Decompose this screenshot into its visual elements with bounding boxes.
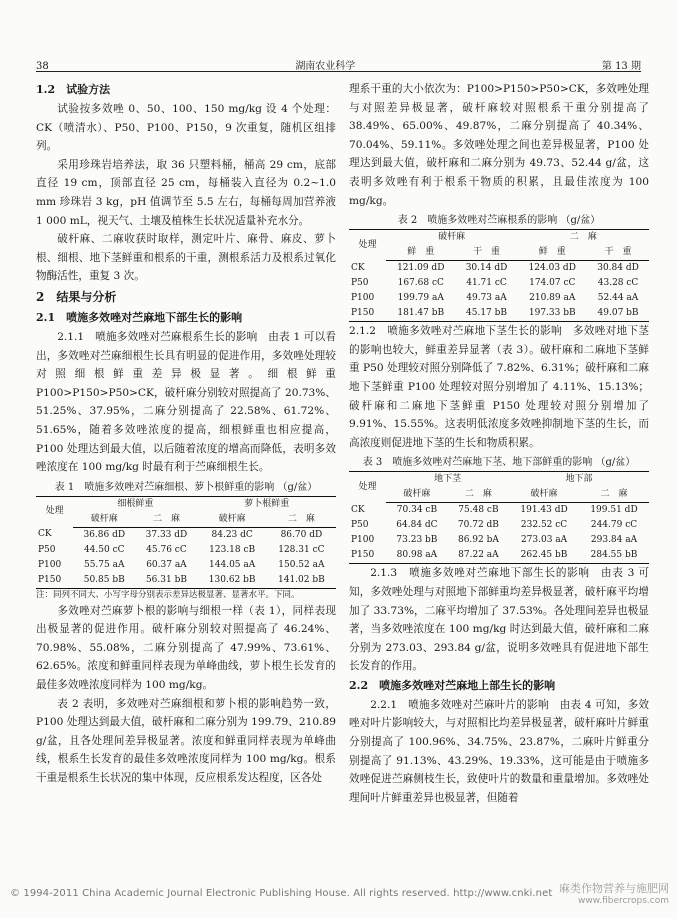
table-row <box>349 261 649 277</box>
section-1-2-title: 1.2 试验方法 <box>36 83 111 96</box>
table-cell: 45.76 cC <box>146 544 187 555</box>
table-cell: 45.17 bB <box>466 308 508 319</box>
table-cell: P50 <box>351 278 369 289</box>
table-group-head: 细根鲜重 <box>117 498 154 509</box>
table-row <box>36 527 336 543</box>
table-1-unit: （g/盆） <box>277 481 318 493</box>
table-cell: 124.03 dD <box>528 263 576 274</box>
table-cell: 167.68 cC <box>397 278 444 289</box>
table-sub-head: 干 重 <box>456 245 518 261</box>
watermark-url: www.fibercrops.com <box>578 896 669 906</box>
table-cell: 52.44 aA <box>597 293 639 304</box>
table-cell: 49.07 bB <box>597 308 639 319</box>
table-cell: 73.23 bB <box>396 535 438 546</box>
table-row <box>36 573 336 589</box>
table-cell: 30.14 dD <box>465 263 508 274</box>
paragraph: 2.2.1 喷施多效唑对苎麻叶片的影响 由表 4 可知，多效唑对叶片影响较大，与对照相比均差异极显著，破杆麻叶片鲜重分别提高了 100.96%、34.75%、23.87%，二麻叶片鲜重分别提高了 91.13%、43.29%、19.33%，这可能是由于喷施多效唑促进苎麻侧枝生长，致使叶片的数量和重量增加。多效唑处理间叶片鲜重差异也极显著，但随着 <box>349 698 649 804</box>
table-row <box>349 518 649 533</box>
issue-number: 第 13 期 <box>601 61 641 72</box>
table-cell: 75.48 cB <box>458 505 499 516</box>
table-cell: 70.34 cB <box>396 505 438 516</box>
table-cell: 144.05 aA <box>209 559 256 570</box>
paragraph: 2.1.1 喷施多效唑对苎麻根系生长的影响 由表 1 可以看出，多效唑对苎麻细根生长具有明显的促进作用，多效唑处理较对照细根鲜重差异极显著。细根鲜重 P100>P150>P50>CK，破杆麻分别较对照提高了 20.73%、51.25%、37.95%，二麻分别提高了 22.58%、61.72%、51.65%，随着多效唑浓度的提高，细根鲜重也相应提高，P100 处理达到最大值，以后随着浓度的增高而降低，表明多效唑浓度在 100 mg/kg 时最有利于苎麻细根生长。 <box>36 330 336 474</box>
table-cell: 41.71 cC <box>466 278 507 289</box>
paragraph: 2.1.3 喷施多效唑对苎麻地下部生长的影响 由表 3 可知，多效唑处理与对照地下部鲜重均差异极显著，破杆麻平均增加了 33.73%，二麻平均增加了 37.53%。各处理间差异也极显著，当多效唑浓度在 100 mg/kg 时达到最大值，破杆麻和二麻分别为 273.03、293.84 g/盆，说明多效唑具有促进地下部生长发育的作用。 <box>349 567 649 673</box>
table-cell: P150 <box>38 574 62 585</box>
table-3-caption: 表 3 喷施多效唑对苎麻地下茎、地下部鲜重的影响 <box>362 457 593 469</box>
table-cell: 244.79 cC <box>590 520 638 531</box>
running-header <box>36 54 641 72</box>
paragraph: 破杆麻、二麻收获时取样，测定叶片、麻骨、麻皮、萝卜根、细根、地下茎鲜重和根系的干重，测根系活力及根系过氧化物酶活性，重复 3 次。 <box>36 233 336 283</box>
table-1-note: 注：同列不同大、小写字母分别表示差异达极显著、显著水平。下同。 <box>36 589 300 600</box>
table-3 <box>349 471 649 564</box>
table-cell: 86.70 dD <box>280 529 323 540</box>
table-cell: 197.33 bB <box>528 308 576 319</box>
table-cell: 199.79 aA <box>397 293 444 304</box>
table-cell: 174.07 cC <box>529 278 576 289</box>
table-cell: P50 <box>38 544 56 555</box>
table-cell: 36.86 dD <box>83 529 126 540</box>
table-cell: 43.28 cC <box>597 278 639 289</box>
table-row <box>349 276 649 291</box>
table-cell: 56.31 bB <box>145 574 187 585</box>
table-sub-head: 破杆麻 <box>509 487 579 503</box>
table-cell: 87.22 aA <box>458 550 499 561</box>
table-sub-head: 破杆麻 <box>198 512 267 528</box>
table-cell: 262.45 bB <box>520 550 568 561</box>
table-2-unit: （g/盆） <box>560 215 601 227</box>
table-2 <box>349 229 649 322</box>
table-sub-head: 干 重 <box>587 245 649 261</box>
table-head-treatment: 处理 <box>358 239 377 250</box>
table-cell: 273.03 aA <box>520 535 568 546</box>
table-cell: 80.98 aA <box>396 550 438 561</box>
right-column <box>349 80 649 807</box>
table-1-title <box>36 479 336 496</box>
table-1 <box>36 496 336 589</box>
table-cell: 49.73 aA <box>466 293 507 304</box>
table-sub-head: 破杆麻 <box>73 512 135 528</box>
watermark <box>559 882 669 908</box>
section-2-2-title: 2.2 喷施多效唑对苎麻地上部生长的影响 <box>349 678 556 692</box>
table-cell: 191.43 dD <box>520 505 568 516</box>
table-group-head: 地下茎 <box>434 474 462 485</box>
table-cell: 55.75 aA <box>83 559 125 570</box>
table-row <box>349 503 649 519</box>
table-cell: P100 <box>38 559 62 570</box>
table-cell: P150 <box>351 308 375 319</box>
table-cell: 141.02 bB <box>278 574 325 585</box>
table-cell: CK <box>351 505 365 516</box>
table-cell: 181.47 bB <box>397 308 445 319</box>
copyright-footer: © 1994-2011 China Academic Journal Electronic Publishing House. All rights reserved. http://www.cnki.net <box>10 888 553 899</box>
table-cell: CK <box>351 262 365 273</box>
table-row <box>36 558 336 573</box>
table-cell: 232.52 cC <box>520 520 568 531</box>
table-group-head: 破杆麻 <box>438 232 466 243</box>
table-group-head: 地下部 <box>565 474 593 485</box>
table-sub-head: 鲜 重 <box>386 245 456 261</box>
table-sub-head: 二 麻 <box>267 512 336 528</box>
paragraph: 表 2 表明，多效唑对苎麻细根和萝卜根的影响趋势一致，P100 处理达到最大值，破杆麻和二麻分别为 199.79、210.89 g/盆，且各处理间差异极显著。浓度和鲜重同样表现为单峰曲线，根系生长发育的最佳多效唑浓度同样为 100 mg/kg。根系干重是根系生长状况的集中体现，反应根系发达程度，区各处 <box>36 697 336 785</box>
table-head-treatment: 处理 <box>45 506 64 517</box>
table-head-treatment: 处理 <box>358 482 377 493</box>
table-sub-head: 二 麻 <box>579 487 649 503</box>
section-2-title: 2 结果与分析 <box>36 289 117 304</box>
table-cell: 293.84 aA <box>590 535 638 546</box>
table-cell: 128.31 cC <box>278 544 325 555</box>
journal-name: 湖南农业科学 <box>295 61 356 72</box>
table-cell: CK <box>38 529 52 540</box>
watermark-name: 麻类作物营养与施肥网 <box>559 882 669 895</box>
table-row <box>349 306 649 322</box>
paragraph: 2.1.2 喷施多效唑对苎麻地下茎生长的影响 多效唑对地下茎的影响也较大，鲜重差异显著（表 3）。破杆麻和二麻地下茎鲜重 P50 处理较对照分别降低了 7.82%、6.31%；破杆麻和二麻地下茎鲜重 P100 处理较对照分别增加了 4.11%、15.13%；破杆麻和二麻地下茎鲜重 P150 处理较对照分别增加了 9.91%、15.55%。这表明低浓度多效唑抑制地下茎的生长，而高浓度则促进地下茎的生长和物质积累。 <box>349 325 649 449</box>
table-1-caption: 表 1 喷施多效唑对苎麻细根、萝卜根鲜重的影响 <box>54 481 275 493</box>
table-group-head: 萝卜根鲜重 <box>244 498 290 509</box>
table-row <box>349 548 649 564</box>
table-sub-head: 二 麻 <box>135 512 197 528</box>
table-cell: 37.33 dD <box>145 529 188 540</box>
paragraph: 多效唑对苎麻萝卜根的影响与细根一样（表 1），同样表现出极显著的促进作用。破杆麻分别较对照提高了 46.24%、70.98%、55.08%，二麻分别提高了 47.99%、73.61%、62.65%。浓度和鲜重同样表现为单峰曲线，萝卜根生长发育的最佳多效唑浓度同样为 100 mg/kg。 <box>36 604 336 692</box>
table-sub-head: 二 麻 <box>448 487 509 503</box>
section-2-1-title: 2.1 喷施多效唑对苎麻地下部生长的影响 <box>36 310 243 324</box>
table-cell: 121.09 dD <box>397 263 445 274</box>
paragraph: 采用珍珠岩培养法，取 36 只塑料桶，桶高 29 cm，底部直径 19 cm，顶部直径 25 cm，每桶装入直径为 0.2~1.0 mm 珍珠岩 3 kg，pH 值调节至 5.5 左右，每桶每周加营养液 1 000 mL，视天气、土壤及植株生长状况适量补充水分。 <box>36 158 336 227</box>
paragraph: 试验按多效唑 0、50、100、150 mg/kg 设 4 个处理：CK（喷清水）、P50、P100、P150，9 次重复，随机区组排列。 <box>36 103 336 153</box>
table-sub-head: 破杆麻 <box>386 487 448 503</box>
table-cell: 50.85 bB <box>83 574 125 585</box>
table-cell: 123.18 cB <box>209 544 256 555</box>
table-cell: 30.84 dD <box>597 263 639 274</box>
table-cell: 150.52 aA <box>278 559 325 570</box>
paragraph: 理系干重的大小依次为：P100>P150>P50>CK，多效唑处理与对照差异极显著，破杆麻较对照根系干重分别提高了 38.49%、65.00%、49.87%，二麻分别提高了 40.34%、70.04%、59.11%。多效唑处理之间也差异极显著，P100 处理达到最大值，破杆麻和二麻分别为 49.73、52.44 g/盆，这表明多效唑有利于根系干物质的积累，且最佳浓度为 100 mg/kg。 <box>349 83 649 207</box>
table-cell: 70.72 dB <box>457 520 499 531</box>
table-sub-head: 鲜 重 <box>517 245 587 261</box>
left-column <box>36 80 336 788</box>
page-number: 38 <box>36 61 49 72</box>
table-cell: P150 <box>351 550 375 561</box>
table-cell: 284.55 bB <box>590 550 638 561</box>
table-2-title <box>349 212 649 229</box>
table-cell: 84.23 dC <box>211 529 253 540</box>
table-cell: 64.84 dC <box>396 520 438 531</box>
table-group-head: 二 麻 <box>569 232 597 243</box>
table-row <box>349 533 649 548</box>
table-cell: P100 <box>351 293 375 304</box>
table-cell: 199.51 dD <box>590 505 638 516</box>
table-cell: 130.62 bB <box>208 574 256 585</box>
table-3-title <box>349 454 649 471</box>
table-row <box>349 291 649 306</box>
header-rule <box>36 71 641 72</box>
table-3-unit: （g/盆） <box>595 457 636 469</box>
table-cell: 44.50 cC <box>83 544 125 555</box>
table-row <box>36 543 336 558</box>
table-2-caption: 表 2 喷施多效唑对苎麻根系的影响 <box>397 215 558 227</box>
table-cell: 210.89 aA <box>529 293 576 304</box>
table-cell: P50 <box>351 520 369 531</box>
table-cell: P100 <box>351 535 375 546</box>
table-cell: 86.92 bA <box>457 535 499 546</box>
table-cell: 60.37 aA <box>146 559 187 570</box>
